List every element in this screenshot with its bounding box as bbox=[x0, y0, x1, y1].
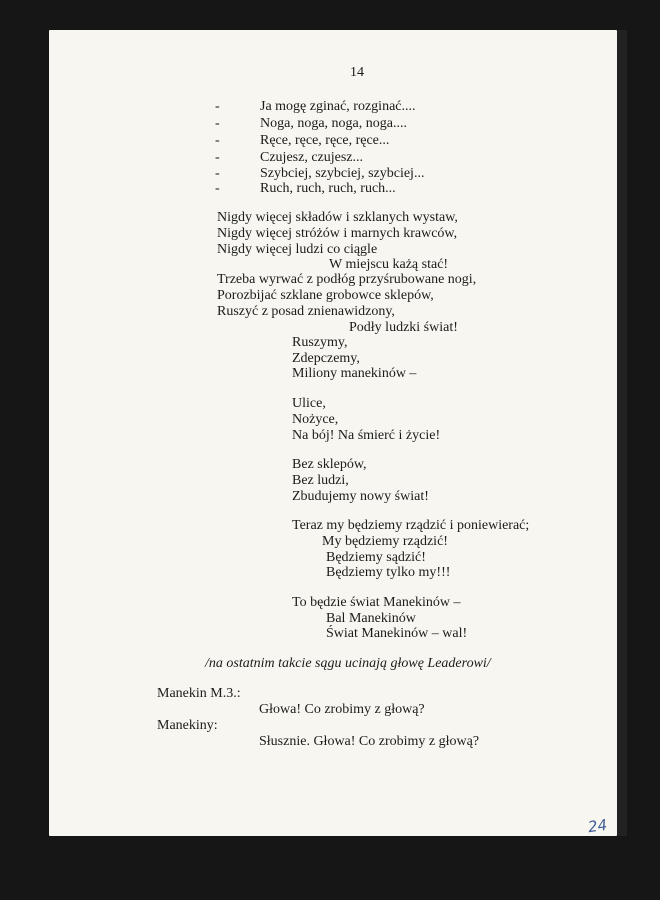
verse-line: Bez ludzi, bbox=[292, 473, 349, 488]
verse-line: Ulice, bbox=[292, 396, 326, 411]
verse-line: Teraz my będziemy rządzić i poniewierać; bbox=[292, 518, 530, 533]
verse-line: To będzie świat Manekinów – bbox=[292, 595, 461, 610]
dialogue-line: Słusznie. Głowa! Co zrobimy z głową? bbox=[259, 734, 480, 749]
dash-line: Czujesz, czujesz... bbox=[260, 150, 364, 165]
verse-line: Nigdy więcej ludzi co ciągle bbox=[217, 242, 378, 257]
verse-line: My będziemy rządzić! bbox=[322, 534, 448, 549]
dash-line: Szybciej, szybciej, szybciej... bbox=[260, 166, 425, 181]
dash-line: Ręce, ręce, ręce, ręce... bbox=[260, 133, 390, 148]
verse-line: Nigdy więcej stróżów i marnych krawców, bbox=[217, 226, 458, 241]
verse-line: Ruszymy, bbox=[292, 335, 348, 350]
dialogue-line: Głowa! Co zrobimy z głową? bbox=[259, 702, 425, 717]
verse-line: Nożyce, bbox=[292, 412, 339, 427]
dash-line: Noga, noga, noga, noga.... bbox=[260, 116, 407, 131]
dash-bullet: - bbox=[215, 166, 220, 181]
page-number: 14 bbox=[350, 65, 364, 80]
verse-line: Zbudujemy nowy świat! bbox=[292, 489, 429, 504]
verse-line: Świat Manekinów – wal! bbox=[326, 626, 468, 641]
verse-line: Będziemy sądzić! bbox=[326, 550, 426, 565]
verse-line: Na bój! Na śmierć i życie! bbox=[292, 428, 441, 443]
dash-bullet: - bbox=[215, 133, 220, 148]
verse-line: Miliony manekinów – bbox=[292, 366, 417, 381]
verse-line: Bez sklepów, bbox=[292, 457, 367, 472]
scan-edge-shadow bbox=[617, 30, 627, 836]
speaker-label: Manekiny: bbox=[157, 718, 218, 733]
dash-bullet: - bbox=[215, 181, 220, 196]
verse-line: Trzeba wyrwać z podłóg przyśrubowane nogi, bbox=[217, 272, 477, 287]
verse-line: W miejscu każą stać! bbox=[329, 257, 449, 272]
verse-line: Porozbijać szklane grobowce sklepów, bbox=[217, 288, 434, 303]
verse-line: Ruszyć z posad znienawidzony, bbox=[217, 304, 395, 319]
verse-line: Zdepczemy, bbox=[292, 351, 360, 366]
verse-line: Nigdy więcej składów i szklanych wystaw, bbox=[217, 210, 458, 225]
verse-line: Bal Manekinów bbox=[326, 611, 416, 626]
speaker-label: Manekin M.3.: bbox=[157, 686, 241, 701]
dash-bullet: - bbox=[215, 116, 220, 131]
verse-line: Podły ludzki świat! bbox=[349, 320, 458, 335]
stage-direction: /na ostatnim takcie sągu ucinają głowę Leaderowi/ bbox=[205, 656, 491, 671]
dash-line: Ruch, ruch, ruch, ruch... bbox=[260, 181, 396, 196]
verse-line: Będziemy tylko my!!! bbox=[326, 565, 451, 580]
dash-bullet: - bbox=[215, 150, 220, 165]
dash-bullet: - bbox=[215, 99, 220, 114]
dash-line: Ja mogę zginać, rozginać.... bbox=[260, 99, 416, 114]
handwritten-page-number: 24 bbox=[586, 815, 609, 837]
